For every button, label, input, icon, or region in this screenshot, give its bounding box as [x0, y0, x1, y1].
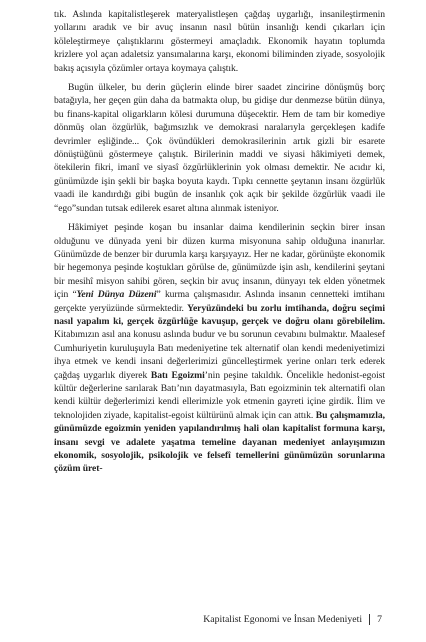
paragraph-3 — [54, 221, 385, 476]
paragraph-3-bold-conclusion: Bu çalışmamızla, günümüzde egoizmin yeniden yapılandırılmış hali olan kapitalist formuna karşı, insanı sevgi ve adalete yaşatma temeline dayanan medeniyet anlayışımızın ekonomik, sosyolojik, psikolojik ve felsefî temellerini günümüzün sorunlarına çözüm üret- — [54, 409, 385, 475]
paragraph-2-run-1: Bugün ülkeler, bu derin güçlerin elinde birer saadet zincirine dönüşmüş borç batağıyla, her geçen gün daha da batmakta olup, bu gidişe dur denmezse bütün dünya, bu finans-kapital oligarkların kölesi durumuna düşecektir. Hem de tam bir komediye dönmüş olan özgürlük, bağımsızlık ve demokrasi naralarıyla gerçekleşen kadife devrimler eşliğinde... Çok övündükleri demokrasilerinin artık gizli bir esarete dönüştüğünü göstermeye çalıştık. Birilerinin maddi ve siyasi hâkimiyeti demek, ötekilerin fikri, imanî ve siyasî özgürlüklerinin yok olması demektir. Ne acıdır ki, günümüzde işin şekli bir başka boyuta kaydı. Tıpkı cennette şeytanın insanı özgürlük vaadi ile kandırdığı gibi bugün de insanlık çok açık bir şekilde özgürlük vaadi ile “ego”sundan tutsak edilerek esaret altına alınmak isteniyor. — [54, 82, 385, 214]
paragraph-3-bold-western-egoism: Batı Egoizmi — [150, 369, 205, 381]
paragraph-3-emphasis-new-world-order: Yeni Dünya Düzeni — [76, 289, 157, 301]
page-footer — [203, 614, 382, 625]
paragraph-1-run-1: tık. Aslında kapitalistleşerek materyalistleşen çağdaş uygarlığı, insanileştirmenin yollarını aradık ve bir avuç insanın nasıl bütün insanlığı kendi çıkarları için köleleştirmeye çalıştıklarını göstermeyi amaçladık. Ekonomik hayatın toplumda krizlere yol açan adaletsiz yansımalarına karşı, ekonomi biliminden ziyade, sosyolojik bakış açısıyla çözümler ortaya koymaya çalıştık. — [54, 9, 385, 74]
running-title: Kapitalist Egonomi ve İnsan Medeniyeti — [203, 614, 363, 625]
paragraph-3-run-1: Hâkimiyet peşinde koşan bu insanlar daima kendilerinin seçkin birer insan olduğunu ve dünyada yeni bir düzen kurma misyonuna sahip olduğuna inanırlar. Günümüzde de benzer bir durumla karşı karşıyayız. Her ne kadar, görünüşte ekonomik bir hegemonya peşinde koştukları görülse de, günümüzde işin aslı, kendilerini şeytani bir mesihî misyon sahibi gören, seçkin bir avuç insanın, dünyayı tek elden yönetmek için “ — [54, 222, 385, 301]
paragraph-2 — [54, 81, 385, 215]
page-number: 7 — [377, 614, 382, 625]
footer-divider — [369, 614, 370, 625]
paragraph-3-run-7: ’nin peşine takıldık. Öncelikle hedonist-egoist kültür değerlerine sarılarak Batı’nın dayatmasıyla, Batı egoizminin tek alternatifi olan kendi kültür değerlerimizi kendi ellerimizle yok etmenin gayreti içine girdik. İlim ve teknolojiden ziyade, kapitalist-egoist kültürünü almak için can attık. — [54, 369, 385, 421]
page-body — [54, 8, 385, 482]
paragraph-3-bold-question: Yeryüzündeki bu zorlu imtihanda, doğru seçimi nasıl yapalım ki, gerçek özgürlüğe kavuşup, gerçek ve doğru olanı görebilelim. — [54, 302, 385, 327]
paragraph-3-run-3: ” kurma çalışmasıdır. Aslında insanın cennetteki imtihanı gerçekte yeryüzünde sürmektedir. — [54, 289, 385, 314]
paragraph-3-run-5: Kitabımızın asıl ana konusu aslında budur ve bu sorunun cevabını bulmaktır. Maalesef Cumhuriyetin kuruluşuyla Batı medeniyetine tek alternatif olan kendi medeniyetimizi ihya etmek ve kendi insani değerlerimizi güncelleştirmek yerine onları terk ederek çağdaş uygarlık diyerek — [54, 329, 385, 381]
paragraph-1 — [54, 8, 385, 75]
